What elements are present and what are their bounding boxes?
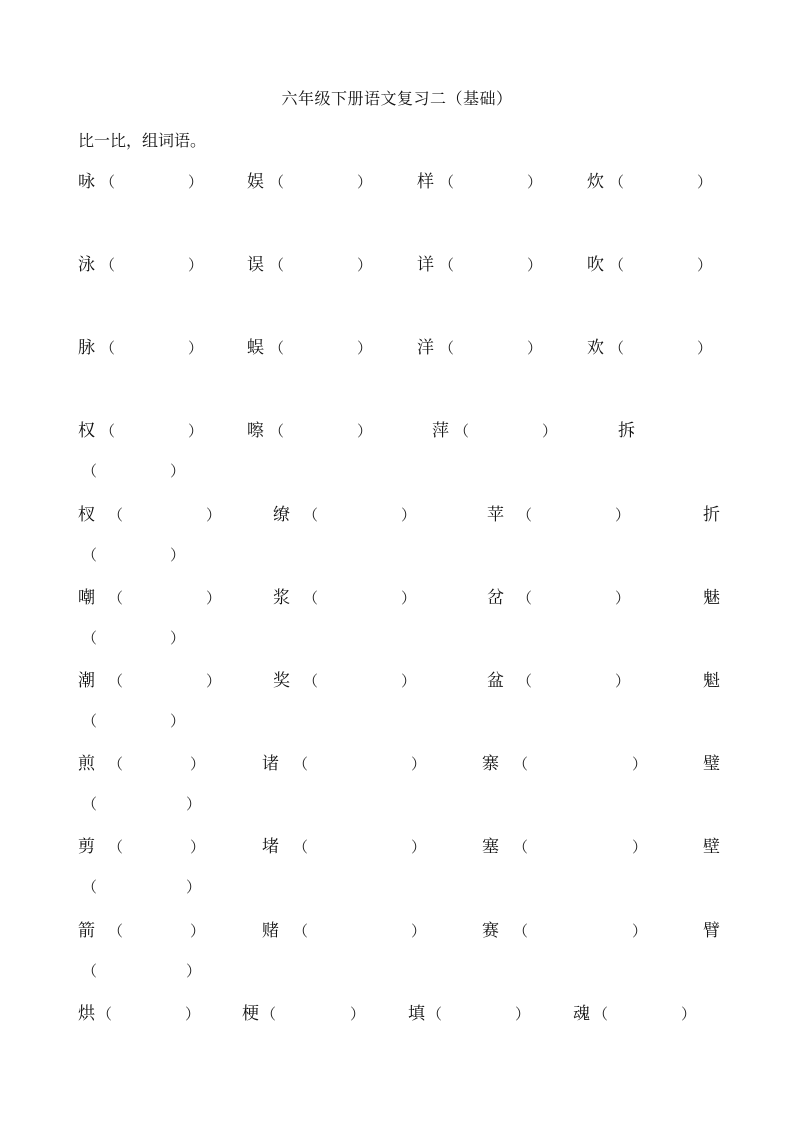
answer-blank-close[interactable]: ） (188, 422, 204, 440)
answer-blank-open[interactable]: （ (97, 1005, 113, 1023)
answer-blank-close[interactable]: ） (188, 339, 204, 357)
answer-blank-open[interactable]: （ (609, 339, 625, 357)
character: 魁 (703, 671, 720, 691)
exercise-row-wrap (0, 626, 794, 650)
character: 浆 (273, 588, 290, 608)
answer-blank-open[interactable]: （ (82, 962, 98, 980)
answer-blank-close[interactable]: ） (206, 672, 222, 690)
answer-blank-open[interactable]: （ (100, 422, 116, 440)
answer-blank-open[interactable]: （ (82, 629, 98, 647)
character: 脉 (78, 338, 95, 358)
answer-blank-close[interactable]: ） (401, 672, 417, 690)
answer-blank-open[interactable]: （ (517, 672, 533, 690)
answer-blank-open[interactable]: （ (293, 838, 309, 856)
answer-blank-open[interactable]: （ (108, 755, 124, 773)
character: 萍 (432, 421, 449, 441)
answer-blank-open[interactable]: （ (517, 506, 533, 524)
answer-blank-close[interactable]: ） (697, 256, 713, 274)
exercise-row (0, 336, 794, 360)
answer-blank-close[interactable]: ） (188, 256, 204, 274)
character: 岔 (487, 588, 504, 608)
answer-blank-close[interactable]: ） (401, 506, 417, 524)
character: 嘲 (78, 588, 95, 608)
answer-blank-open[interactable]: （ (108, 506, 124, 524)
exercise-row (0, 503, 794, 527)
answer-blank-close[interactable]: ） (411, 755, 427, 773)
answer-blank-close[interactable]: ） (515, 1005, 531, 1023)
answer-blank-close[interactable]: ） (190, 838, 206, 856)
answer-blank-open[interactable]: （ (609, 256, 625, 274)
answer-blank-close[interactable]: ） (615, 589, 631, 607)
answer-blank-open[interactable]: （ (108, 922, 124, 940)
answer-blank-open[interactable]: （ (269, 422, 285, 440)
answer-blank-close[interactable]: ） (697, 339, 713, 357)
character: 拆 (618, 421, 635, 441)
character: 潮 (78, 671, 95, 691)
answer-blank-close[interactable]: ） (632, 838, 648, 856)
answer-blank-close[interactable]: ） (615, 506, 631, 524)
answer-blank-open[interactable]: （ (293, 755, 309, 773)
answer-blank-close[interactable]: ） (206, 589, 222, 607)
answer-blank-close[interactable]: ） (190, 755, 206, 773)
character: 寨 (482, 754, 499, 774)
character: 壁 (703, 837, 720, 857)
answer-blank-open[interactable]: （ (303, 672, 319, 690)
answer-blank-close[interactable]: ） (681, 1005, 697, 1023)
answer-blank-close[interactable]: ） (357, 339, 373, 357)
character: 缭 (273, 505, 290, 525)
character: 魅 (703, 588, 720, 608)
answer-blank-close[interactable]: ） (401, 589, 417, 607)
character: 杈 (78, 505, 95, 525)
answer-blank-open[interactable]: （ (439, 173, 455, 191)
exercise-row-wrap (0, 959, 794, 983)
answer-blank-close[interactable]: ） (190, 922, 206, 940)
character: 洋 (417, 338, 434, 358)
character: 塞 (482, 837, 499, 857)
answer-blank-close[interactable]: ） (527, 173, 543, 191)
exercise-row (0, 919, 794, 943)
answer-blank-close[interactable]: ） (411, 838, 427, 856)
character: 烘 (78, 1004, 95, 1024)
answer-blank-open[interactable]: （ (609, 173, 625, 191)
character: 堵 (262, 837, 279, 857)
answer-blank-close[interactable]: ） (170, 712, 186, 730)
answer-blank-open[interactable]: （ (593, 1005, 609, 1023)
character: 盆 (487, 671, 504, 691)
character: 箭 (78, 921, 95, 941)
answer-blank-close[interactable]: ） (697, 173, 713, 191)
character: 梗 (242, 1004, 259, 1024)
exercise-row-wrap (0, 543, 794, 567)
character: 嚓 (247, 421, 264, 441)
answer-blank-close[interactable]: ） (170, 629, 186, 647)
answer-blank-open[interactable]: （ (439, 256, 455, 274)
exercise-row (0, 669, 794, 693)
character: 吹 (587, 255, 604, 275)
answer-blank-open[interactable]: （ (108, 589, 124, 607)
answer-blank-open[interactable]: （ (100, 256, 116, 274)
answer-blank-open[interactable]: （ (82, 795, 98, 813)
answer-blank-open[interactable]: （ (108, 838, 124, 856)
character: 赛 (482, 921, 499, 941)
character: 璧 (703, 754, 720, 774)
answer-blank-close[interactable]: ） (206, 506, 222, 524)
character: 权 (78, 421, 95, 441)
answer-blank-close[interactable]: ） (357, 173, 373, 191)
answer-blank-open[interactable]: （ (269, 339, 285, 357)
character: 娱 (247, 172, 264, 192)
character: 剪 (78, 837, 95, 857)
answer-blank-open[interactable]: （ (269, 173, 285, 191)
answer-blank-close[interactable]: ） (542, 422, 558, 440)
character: 泳 (78, 255, 95, 275)
answer-blank-open[interactable]: （ (427, 1005, 443, 1023)
page-title: 六年级下册语文复习二（基础） (281, 89, 513, 108)
character: 诸 (262, 754, 279, 774)
answer-blank-close[interactable]: ） (170, 462, 186, 480)
answer-blank-open[interactable]: （ (269, 256, 285, 274)
character: 炊 (587, 172, 604, 192)
answer-blank-close[interactable]: ） (186, 878, 202, 896)
answer-blank-open[interactable]: （ (513, 755, 529, 773)
answer-blank-open[interactable]: （ (100, 173, 116, 191)
answer-blank-open[interactable]: （ (100, 339, 116, 357)
answer-blank-open[interactable]: （ (303, 506, 319, 524)
answer-blank-open[interactable]: （ (513, 838, 529, 856)
answer-blank-close[interactable]: ） (350, 1005, 366, 1023)
exercise-row (0, 835, 794, 859)
instruction-text: 比一比，组词语。 (78, 131, 207, 150)
answer-blank-open[interactable]: （ (454, 422, 470, 440)
character: 折 (703, 505, 720, 525)
exercise-row (0, 1002, 794, 1026)
answer-blank-open[interactable]: （ (82, 546, 98, 564)
character: 苹 (487, 505, 504, 525)
answer-blank-close[interactable]: ） (615, 672, 631, 690)
exercise-row (0, 170, 794, 194)
answer-blank-open[interactable]: （ (108, 672, 124, 690)
answer-blank-close[interactable]: ） (186, 795, 202, 813)
answer-blank-close[interactable]: ） (632, 755, 648, 773)
answer-blank-open[interactable]: （ (439, 339, 455, 357)
exercise-row-wrap (0, 875, 794, 899)
answer-blank-close[interactable]: ） (185, 1005, 201, 1023)
answer-blank-close[interactable]: ） (411, 922, 427, 940)
character: 魂 (573, 1004, 590, 1024)
character: 咏 (78, 172, 95, 192)
answer-blank-close[interactable]: ） (186, 962, 202, 980)
answer-blank-open[interactable]: （ (261, 1005, 277, 1023)
answer-blank-open[interactable]: （ (513, 922, 529, 940)
character: 详 (417, 255, 434, 275)
exercise-row (0, 253, 794, 277)
character: 奖 (273, 671, 290, 691)
character: 煎 (78, 754, 95, 774)
character: 样 (417, 172, 434, 192)
character: 欢 (587, 338, 604, 358)
answer-blank-close[interactable]: ） (188, 173, 204, 191)
answer-blank-close[interactable]: ） (632, 922, 648, 940)
answer-blank-close[interactable]: ） (170, 546, 186, 564)
exercise-row (0, 419, 794, 443)
answer-blank-close[interactable]: ） (527, 256, 543, 274)
exercise-row-wrap (0, 792, 794, 816)
answer-blank-close[interactable]: ） (527, 339, 543, 357)
character: 蜈 (247, 338, 264, 358)
exercise-row-wrap (0, 709, 794, 733)
exercise-row-wrap (0, 459, 794, 483)
character: 误 (247, 255, 264, 275)
exercise-row (0, 752, 794, 776)
character: 赌 (262, 921, 279, 941)
answer-blank-close[interactable]: ） (357, 256, 373, 274)
answer-blank-open[interactable]: （ (517, 589, 533, 607)
character: 填 (408, 1004, 425, 1024)
answer-blank-open[interactable]: （ (82, 712, 98, 730)
character: 臂 (703, 921, 720, 941)
answer-blank-open[interactable]: （ (82, 878, 98, 896)
answer-blank-open[interactable]: （ (293, 922, 309, 940)
answer-blank-open[interactable]: （ (82, 462, 98, 480)
answer-blank-close[interactable]: ） (357, 422, 373, 440)
answer-blank-open[interactable]: （ (303, 589, 319, 607)
exercise-row (0, 586, 794, 610)
